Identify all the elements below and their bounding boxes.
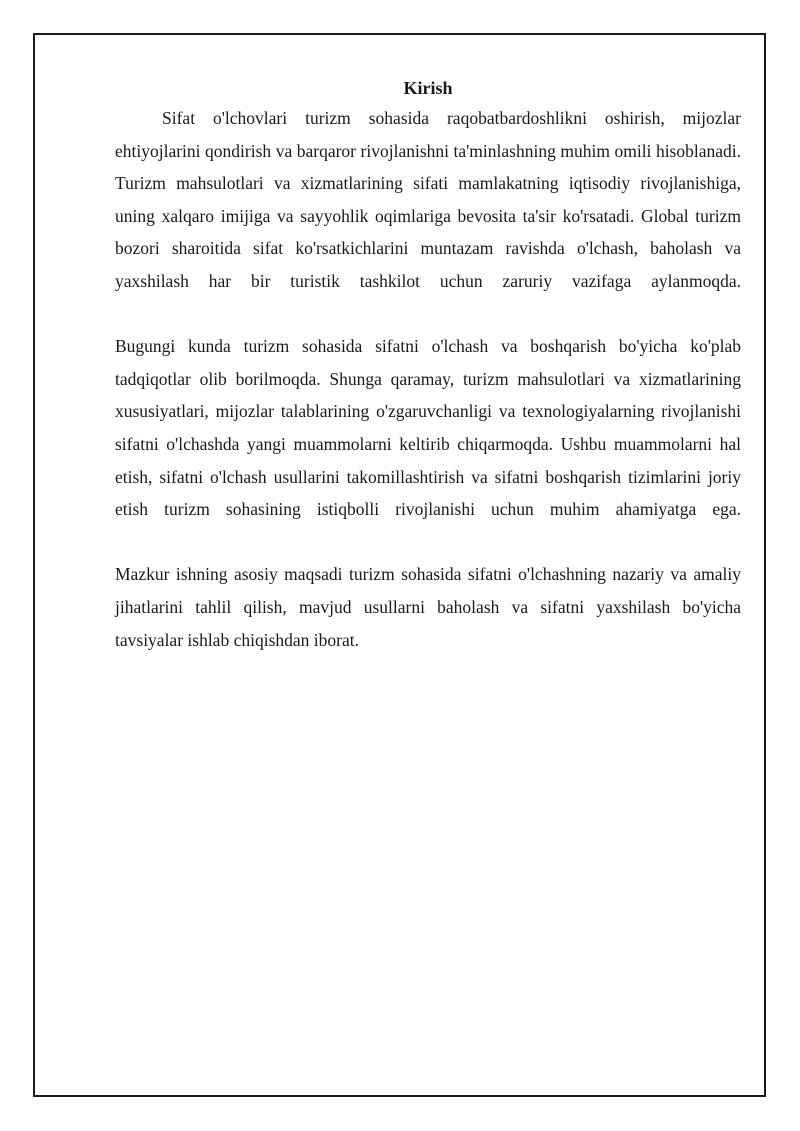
paragraph-1: Sifat o'lchovlari turizm sohasida raqobatbardoshlikni oshirish, mijozlar ehtiyojlarini qondirish va barqaror rivojlanishni ta'minlashning muhim omili hisoblanadi. Turizm mahsulotlari va xizmatlarining sifati mamlakatning iqtisodiy rivojlanishiga, uning xalqaro imijiga va sayyohlik oqimlariga bevosita ta'sir ko'rsatadi. Global turizm bozori sharoitida sifat ko'rsatkichlarini muntazam ravishda o'lchash, baholash va yaxshilash har bir turistik tashkilot uchun zaruriy vazifaga aylanmoqda.: [115, 108, 741, 291]
paragraph-2: Bugungi kunda turizm sohasida sifatni o'lchash va boshqarish bo'yicha ko'plab tadqiqotlar olib borilmoqda. Shunga qaramay, turizm mahsulotlari va xizmatlarining xususiyatlari, mijozlar talablarining o'zgaruvchanligi va texnologiyalarning rivojlanishi sifatni o'lchashda yangi muammolarni keltirib chiqarmoqda. Ushbu muammolarni hal etish, sifatni o'lchash usullarini takomillashtirish va sifatni boshqarish tizimlarini joriy etish turizm sohasining istiqbolli rivojlanishi uchun muhim ahamiyatga ega.: [115, 336, 741, 520]
document-body: [115, 74, 741, 656]
paragraph-spacer: [115, 298, 741, 331]
section-title: Kirish: [403, 78, 453, 98]
paragraph-3: Mazkur ishning asosiy maqsadi turizm sohasida sifatni o'lchashning nazariy va amaliy jihatlarini tahlil qilish, mavjud usullarni baholash va sifatni yaxshilash bo'yicha tavsiyalar ishlab chiqishdan iborat.: [115, 564, 741, 650]
paragraph-spacer: [115, 526, 741, 559]
